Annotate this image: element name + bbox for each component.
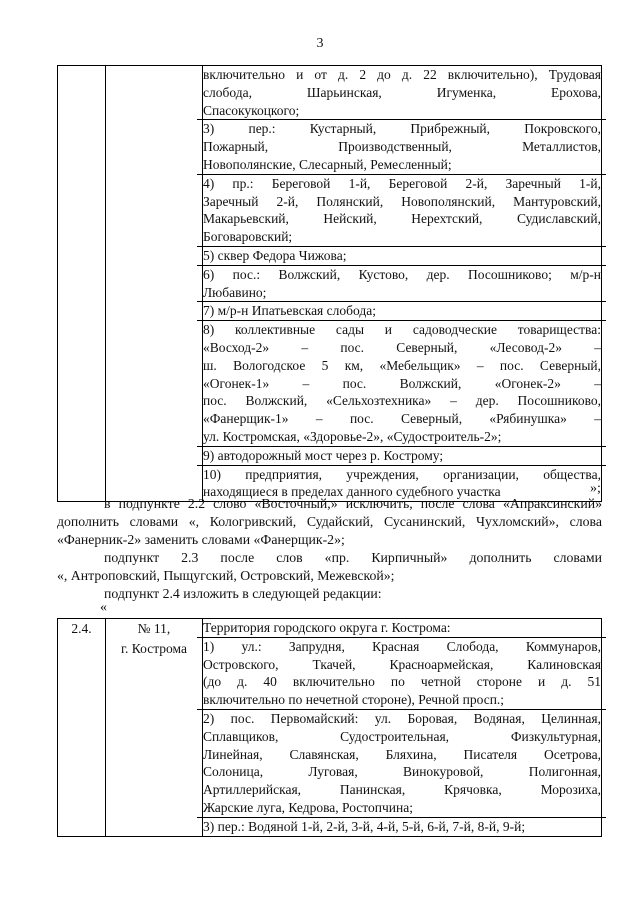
text-line: 5) сквер Федора Чижова; xyxy=(203,247,347,263)
amendment-line: подпункт 2.4 изложить в следующей редакции: xyxy=(104,586,382,601)
text-line: Артиллерийская, Панинская, Крячовка, Морозиха, xyxy=(203,782,601,798)
cell-territory xyxy=(203,619,602,837)
opening-quote: « xyxy=(100,600,107,615)
text-line: слобода, Шарьинская, Игуменка, Ерохова, xyxy=(203,84,601,100)
closing-quote: »; xyxy=(590,481,601,496)
text-line: Любавино; xyxy=(203,284,267,300)
text-line: 9) автодорожный мост через р. Кострому; xyxy=(203,447,444,463)
cell-territory xyxy=(203,66,602,502)
text-line: находящиеся в пределах данного судебного участка xyxy=(203,484,501,500)
text-line: включительно по нечетной стороне), Речной просп.; xyxy=(203,692,505,708)
text-line: «Огонек-1» – пос. Волжский, «Огонек-2» – xyxy=(203,375,601,391)
text-line: Заречный 2-й, Полянский, Новополянский, Мантуровский, xyxy=(203,193,601,209)
text-line: Линейная, Славянская, Бляхина, Писателя Осетрова, xyxy=(203,746,601,762)
text-line: ул. Костромская, «Здоровье-2», «Судостроитель-2»; xyxy=(203,428,502,444)
amendment-line: дополнить словами «, Кологривский, Судайский, Сусанинский, Чухломский», слова xyxy=(57,514,602,529)
text-line: Островского, Ткачей, Красноармейская, Калиновская xyxy=(203,656,601,672)
text-line: Боговаровский; xyxy=(203,229,293,245)
amendment-line: «Фанерник-2» заменить словами «Фанерщик-2»; xyxy=(57,532,345,547)
court-districts-table-continued xyxy=(57,65,602,502)
text-line: «Фанерщик-1» – пос. Северный, «Рябинушка» – xyxy=(203,411,601,427)
text-line: «Восход-2» – пос. Северный, «Лесовод-2» – xyxy=(203,339,601,355)
district-number: 2.4. xyxy=(71,621,92,636)
text-line: 7) м/р-н Ипатьевская слобода; xyxy=(203,303,376,319)
text-line: Пожарный, Производственный, Металлистов, xyxy=(203,139,601,155)
text-line: Жарские луга, Кедрова, Ростопчина; xyxy=(203,799,413,815)
territory-text xyxy=(203,619,601,836)
text-line: 2) пос. Первомайский: ул. Боровая, Водяная, Целинная, xyxy=(203,710,601,726)
text-line: 1) ул.: Запрудня, Красная Слобода, Коммунаров, xyxy=(203,638,601,654)
page-number: 3 xyxy=(316,36,324,51)
text-line: Территория городского округа г. Кострома: xyxy=(203,620,451,635)
text-line: Макарьевский, Нейский, Нерехтский, Судиславский, xyxy=(203,211,601,227)
text-line: Сплавщиков, Судостроительная, Физкультурная, xyxy=(203,728,601,744)
text-line: пос. Волжский, «Сельхозтехника» – дер. Посошниково, xyxy=(203,393,601,409)
text-line: 3) пер.: Водяной 1-й, 2-й, 3-й, 4-й, 5-й, 6-й, 7-й, 8-й, 9-й; xyxy=(203,818,526,834)
amendment-line: подпункт 2.3 после слов «пр. Кирпичный» дополнить словами xyxy=(104,550,602,565)
court-city: г. Кострома xyxy=(121,640,187,656)
text-line: ш. Вологодское 5 км, «Мебельщик» – пос. Северный, xyxy=(203,357,601,373)
court-districts-table-new xyxy=(57,618,602,837)
text-line: Солоница, Луговая, Винокуровой, Полигонная, xyxy=(203,764,601,780)
text-line: 4) пр.: Береговой 1-й, Береговой 2-й, Заречный 1-й, xyxy=(203,175,601,191)
table-row xyxy=(58,619,602,837)
amendment-line: «, Антроповский, Пыщугский, Островский, Межевской»; xyxy=(57,568,395,583)
text-line: Новополянские, Слесарный, Ремесленный; xyxy=(203,156,452,172)
text-line: (до д. 40 включительно по четной стороне и д. 51 xyxy=(203,674,601,690)
text-line: 6) пос.: Волжский, Кустово, дер. Посошниково; м/р-н xyxy=(203,266,601,282)
court-number: № 11, xyxy=(137,621,171,636)
text-line: 3) пер.: Кустарный, Прибрежный, Покровского, xyxy=(203,121,601,137)
cell-court xyxy=(106,66,203,502)
territory-text xyxy=(203,66,601,501)
amendment-line: в подпункте 2.2 слово «Восточный,» исключить, после слова «Апраксинский» xyxy=(104,496,602,511)
text-line: Спасокукоцкого; xyxy=(203,102,300,118)
cell-court xyxy=(106,619,203,837)
table-row xyxy=(58,66,602,502)
text-line: 8) коллективные сады и садоводческие товарищества: xyxy=(203,322,601,338)
amendments-text xyxy=(57,495,602,603)
cell-number xyxy=(58,66,106,502)
text-line: включительно и от д. 2 до д. 22 включительно), Трудовая xyxy=(203,67,601,82)
text-line: 10) предприятия, учреждения, организации, общества, xyxy=(203,466,601,482)
cell-number xyxy=(58,619,106,837)
